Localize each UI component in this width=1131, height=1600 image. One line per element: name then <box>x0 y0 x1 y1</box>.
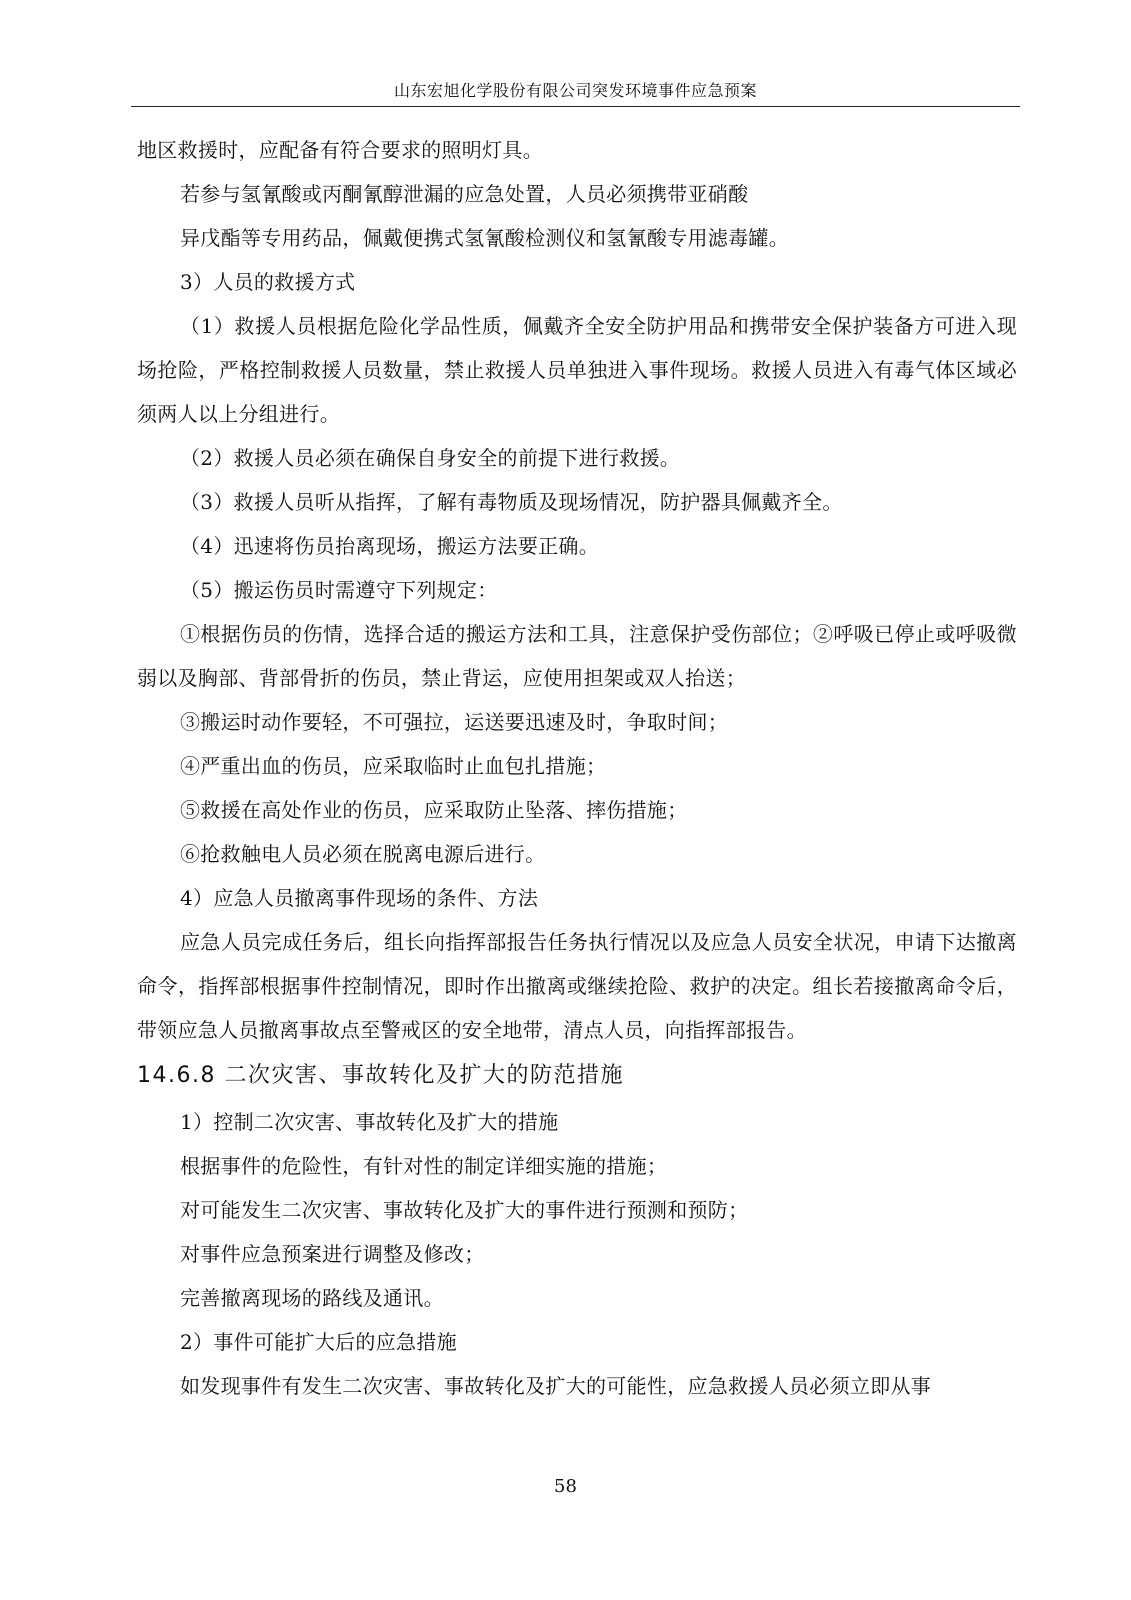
list-item: ⑤救援在高处作业的伤员，应采取防止坠落、摔伤措施； <box>180 798 688 822</box>
paragraph: 对可能发生二次灾害、事故转化及扩大的事件进行预测和预防； <box>180 1198 749 1222</box>
page-number: 58 <box>554 1476 577 1497</box>
list-item: ③搬运时动作要轻，不可强拉，运送要迅速及时，争取时间； <box>180 710 729 734</box>
paragraph: 完善撤离现场的路线及通讯。 <box>180 1286 444 1310</box>
paragraph: 地区救援时，应配备有符合要求的照明灯具。 <box>137 138 543 162</box>
paragraph: 异戊酯等专用药品，佩戴便携式氢氰酸检测仪和氢氰酸专用滤毒罐。 <box>180 226 789 250</box>
list-item: ⑥抢救触电人员必须在脱离电源后进行。 <box>180 842 546 866</box>
document-title: 山东宏旭化学股份有限公司突发环境事件应急预案 <box>393 81 757 100</box>
document-body <box>137 128 1017 1408</box>
subheading: 1）控制二次灾害、事故转化及扩大的措施 <box>180 1110 559 1134</box>
paragraph: （1）救援人员根据危险化学品性质，佩戴齐全安全防护用品和携带安全保护装备方可进入现场抢险，严格控制救援人员数量，禁止救援人员单独进入事件现场。救援人员进入有毒气体区域必须两人以上分组进行。 <box>137 314 1017 426</box>
paragraph: 根据事件的危险性，有针对性的制定详细实施的措施； <box>180 1154 668 1178</box>
page-header <box>131 76 1020 107</box>
paragraph: 应急人员完成任务后，组长向指挥部报告任务执行情况以及应急人员安全状况，申请下达撤离命令，指挥部根据事件控制情况，即时作出撤离或继续抢险、救护的决定。组长若接撤离命令后，带领应急人员撤离事故点至警戒区的安全地带，清点人员，向指挥部报告。 <box>137 930 1017 1042</box>
paragraph: 如发现事件有发生二次灾害、事故转化及扩大的可能性，应急救援人员必须立即从事 <box>180 1374 932 1398</box>
paragraph: ①根据伤员的伤情，选择合适的搬运方法和工具，注意保护受伤部位；②呼吸已停止或呼吸微弱以及胸部、背部骨折的伤员，禁止背运，应使用担架或双人抬送； <box>137 622 1017 690</box>
paragraph: 若参与氢氰酸或丙酮氰醇泄漏的应急处置，人员必须携带亚硝酸 <box>180 182 749 206</box>
list-item: （5）搬运伤员时需遵守下列规定： <box>180 578 498 602</box>
subheading: 2）事件可能扩大后的应急措施 <box>180 1330 457 1354</box>
list-item: （4）迅速将伤员抬离现场，搬运方法要正确。 <box>180 534 600 558</box>
list-item: （3）救援人员听从指挥，了解有毒物质及现场情况，防护器具佩戴齐全。 <box>180 490 843 514</box>
subheading: 3）人员的救援方式 <box>180 270 356 294</box>
paragraph: 对事件应急预案进行调整及修改； <box>180 1242 485 1266</box>
section-heading: 14.6.8 二次灾害、事故转化及扩大的防范措施 <box>137 1063 624 1088</box>
subheading: 4）应急人员撤离事件现场的条件、方法 <box>180 886 539 910</box>
list-item: （2）救援人员必须在确保自身安全的前提下进行救援。 <box>180 446 681 470</box>
list-item: ④严重出血的伤员，应采取临时止血包扎措施； <box>180 754 607 778</box>
